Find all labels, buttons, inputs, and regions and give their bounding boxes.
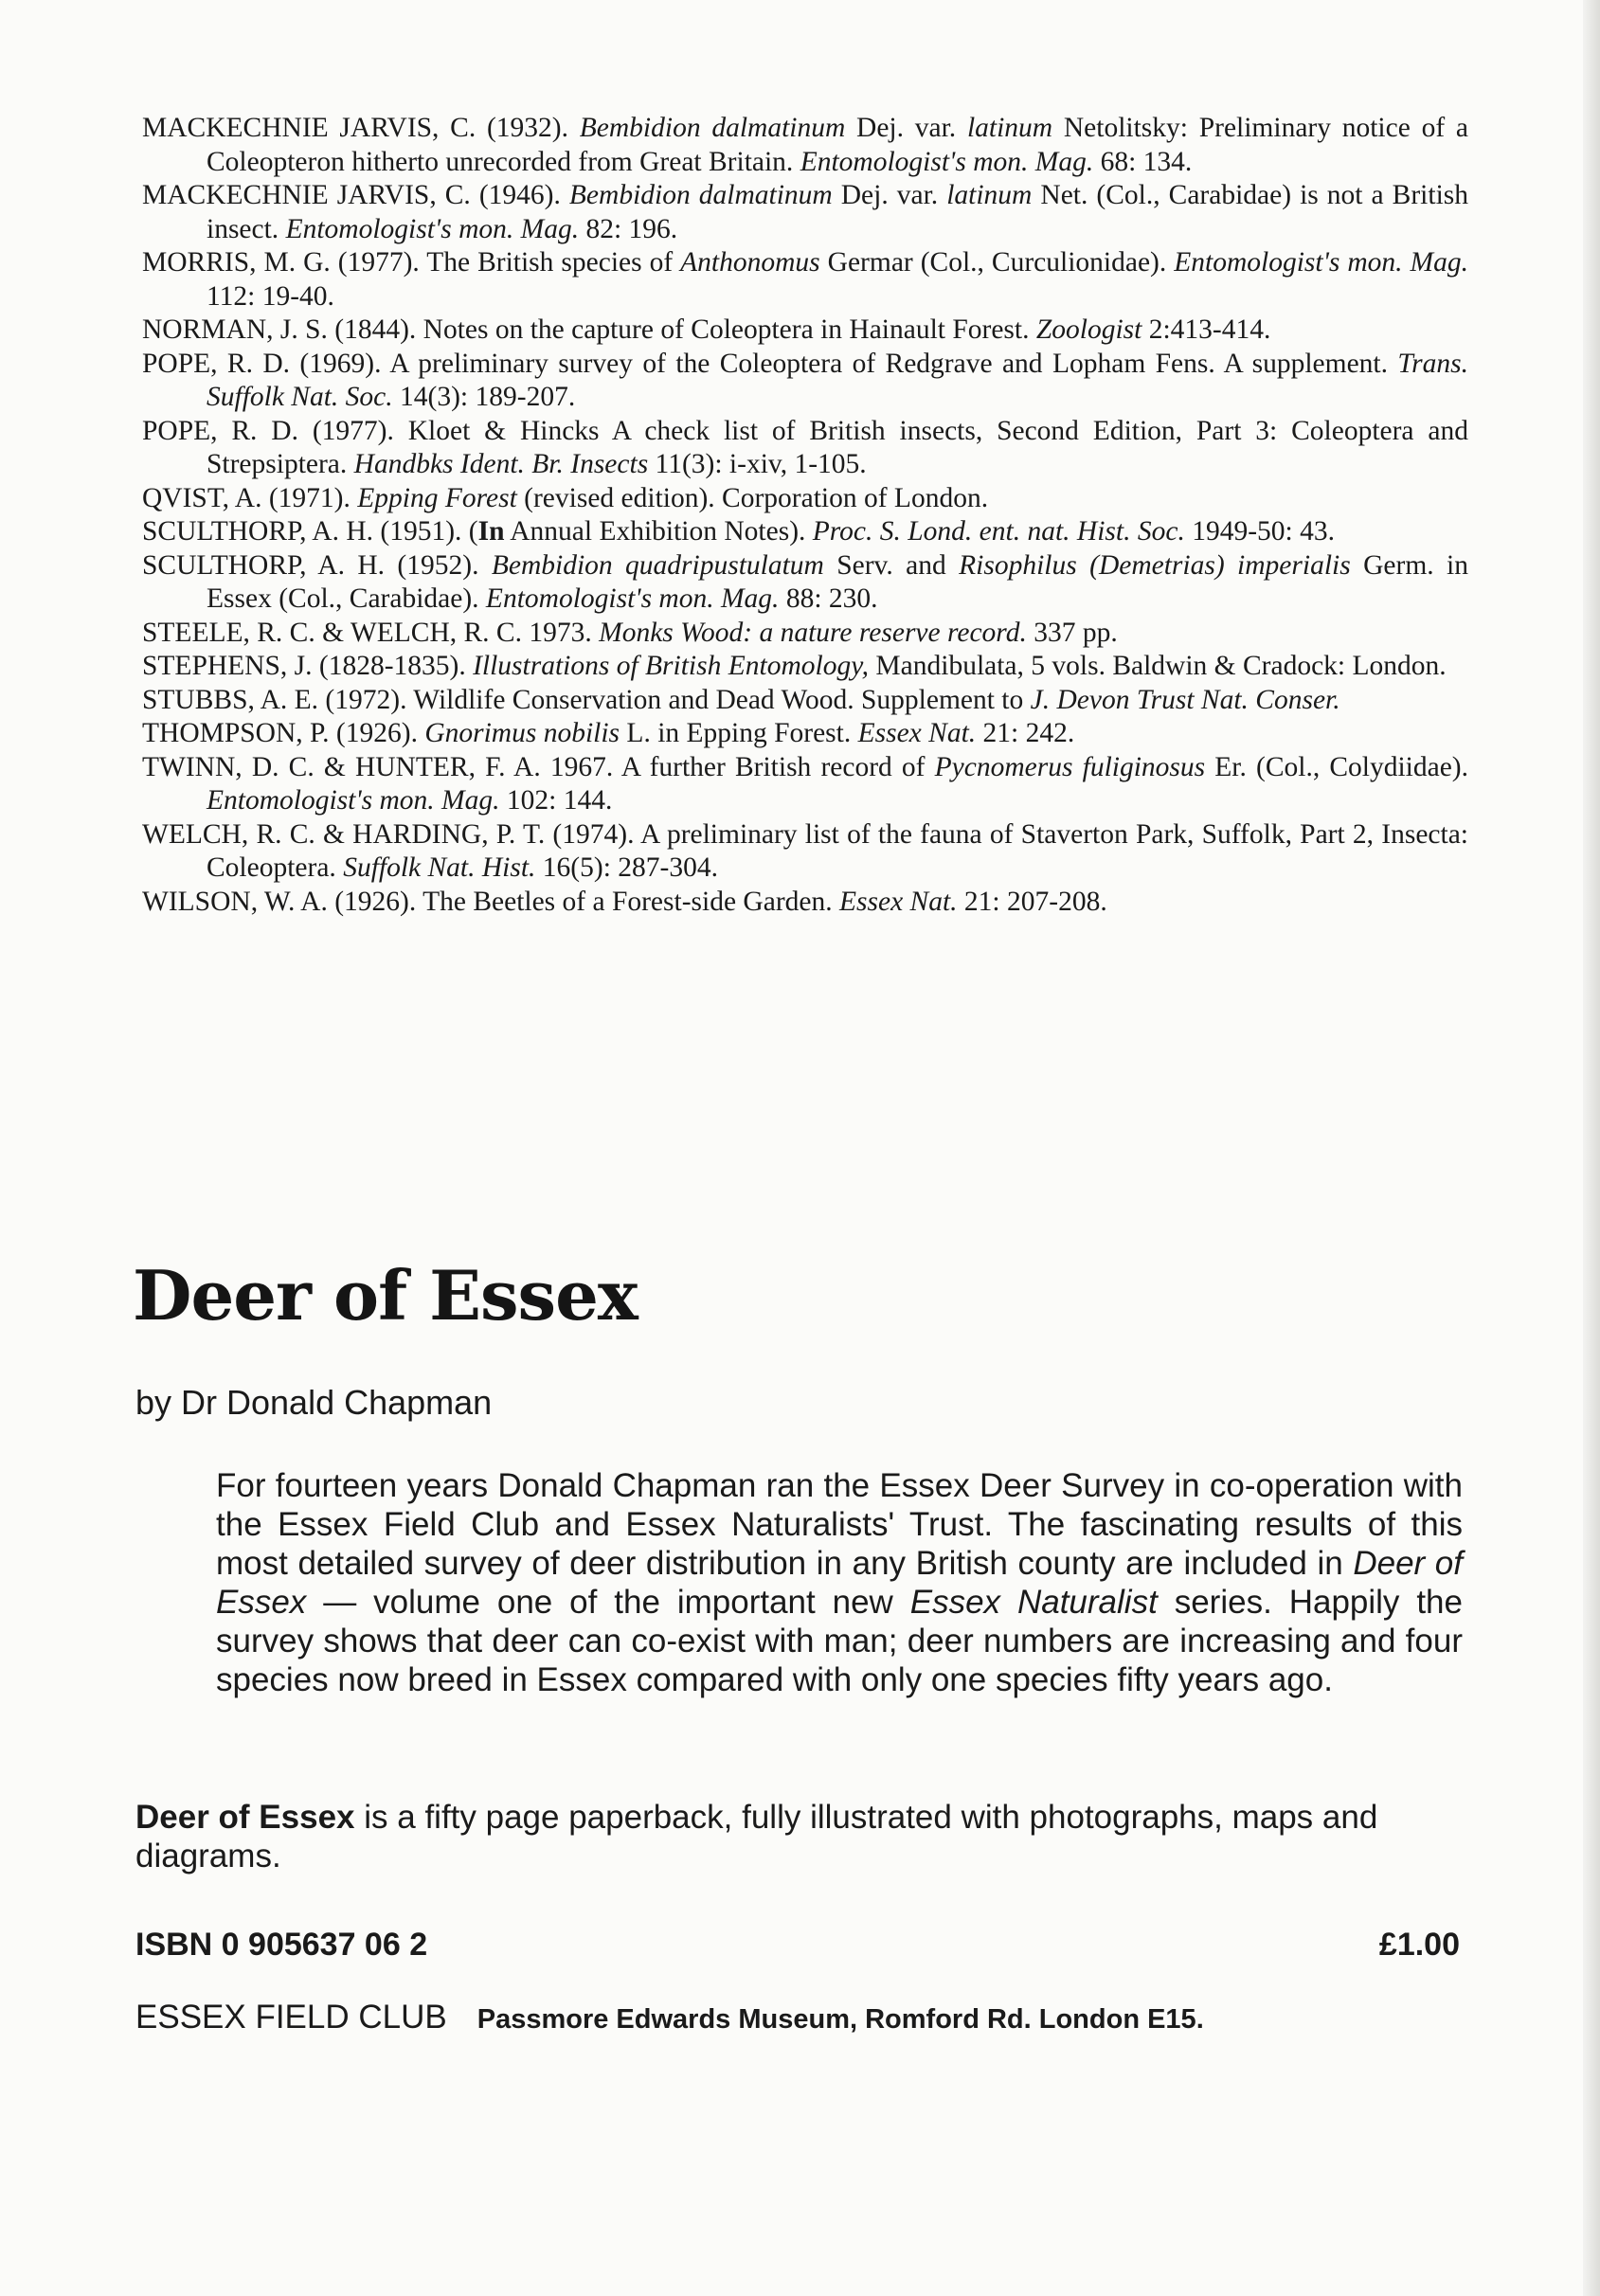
reference-text-run: Proc. S. Lond. ent. nat. Hist. Soc. — [812, 516, 1185, 547]
reference-entry — [142, 886, 1468, 920]
reference-text-run: 2:413-414. — [1142, 314, 1271, 345]
reference-text-run: Anthonomus — [680, 247, 820, 278]
reference-text-run: 14(3): 189-207. — [392, 382, 576, 412]
advert-title: Deer of Essex — [133, 1255, 638, 1336]
reference-text-run: THOMPSON, P. (1926). — [142, 718, 425, 748]
reference-text-run: Bembidion dalmatinum — [579, 113, 846, 143]
reference-text-run: Entomologist's mon. Mag. — [1174, 247, 1468, 278]
advert-body-text-run: Essex Naturalist — [909, 1584, 1158, 1621]
advert-byline: by Dr Donald Chapman — [135, 1383, 493, 1422]
reference-text-run: SCULTHORP, A. H. (1952). — [142, 549, 492, 581]
reference-text-run: STEELE, R. C. & WELCH, R. C. 1973. — [142, 617, 600, 648]
reference-entry — [142, 617, 1468, 651]
reference-entry — [142, 818, 1468, 886]
reference-text-run: 88: 230. — [779, 583, 878, 614]
reference-text-run: latinum — [966, 113, 1053, 143]
advert-body — [216, 1466, 1463, 1699]
reference-entry — [142, 650, 1468, 684]
reference-text-run: Er. (Col., Colydiidae). — [1205, 751, 1469, 782]
reference-entry — [142, 549, 1468, 617]
reference-text-run: Essex Nat. — [839, 886, 958, 917]
reference-text-run: 68: 134. — [1093, 146, 1193, 177]
advert-body-text-run: series. Happily the survey shows that deer can co-exist with man; deer numbers are increasing and four species now breed in Essex compared with only one species fifty years ago. — [216, 1584, 1463, 1698]
reference-text-run: (revised edition). Corporation of London. — [516, 482, 989, 513]
reference-text-run: WELCH, R. C. & HARDING, P. T. (1974). A preliminary list of the fauna of Staverton Park, Suffolk, Part 2, Insecta: Coleoptera. — [142, 818, 1468, 883]
reference-list — [142, 112, 1468, 919]
advert-description — [135, 1798, 1464, 1875]
page-edge-shadow — [1583, 0, 1600, 2296]
advert-description-title: Deer of Essex — [135, 1799, 355, 1836]
reference-text-run: STUBBS, A. E. (1972). Wildlife Conservation and Dead Wood. Supplement to — [142, 684, 1031, 715]
reference-text-run: latinum — [946, 180, 1033, 210]
reference-text-run: L. in Epping Forest. — [620, 718, 858, 748]
advert-isbn: ISBN 0 905637 06 2 — [135, 1927, 428, 1963]
reference-text-run: Mandibulata, 5 vols. Baldwin & Cradock: London. — [869, 651, 1447, 681]
reference-text-run: Entomologist's mon. Mag. — [207, 785, 500, 816]
reference-text-run: Dej. var. — [845, 113, 967, 143]
reference-entry — [142, 751, 1468, 818]
reference-text-run: Net. (Col., Carabidae) is not a British insect. — [207, 180, 1468, 244]
advert-price: £1.00 — [1378, 1927, 1460, 1963]
reference-text-run: NORMAN, J. S. (1844). Notes on the capture of Coleoptera in Hainault Forest. — [142, 314, 1036, 345]
reference-text-run: TWINN, D. C. & HUNTER, F. A. 1967. A further British record of — [142, 751, 935, 782]
reference-text-run: Essex Nat. — [857, 718, 977, 748]
reference-text-run: MACKECHNIE JARVIS, C. (1932). — [142, 113, 580, 143]
reference-entry — [142, 415, 1468, 482]
advert-description-text: is a fifty page paperback, fully illustrated with photographs, maps and diagrams. — [135, 1799, 1378, 1874]
reference-entry — [142, 348, 1468, 415]
advert-body-text-run: — volume one of the important new — [306, 1584, 910, 1621]
advert-body-text-run: Deer of Essex — [216, 1545, 1463, 1621]
reference-text-run: Zoologist — [1035, 314, 1142, 345]
reference-text-run: Entomologist's mon. Mag. — [800, 146, 1094, 177]
reference-text-run: Bembidion dalmatinum — [568, 180, 833, 210]
reference-text-run: Illustrations of British Entomology, — [473, 651, 870, 681]
reference-text-run: J. Devon Trust Nat. Conser. — [1030, 684, 1340, 715]
reference-entry — [142, 482, 1468, 516]
reference-text-run: Trans. Suffolk Nat. Soc. — [207, 348, 1468, 412]
reference-entry — [142, 515, 1468, 549]
reference-text-run: Serv. and — [823, 549, 960, 581]
reference-entry — [142, 684, 1468, 718]
reference-text-run: 1949-50: 43. — [1184, 516, 1335, 547]
reference-text-run: STEPHENS, J. (1828-1835). — [142, 651, 474, 681]
reference-text-run: MACKECHNIE JARVIS, C. (1946). — [142, 180, 569, 210]
reference-text-run: POPE, R. D. (1969). A preliminary survey of the Coleoptera of Redgrave and Lopham Fens. A supplement. — [142, 348, 1398, 379]
reference-entry — [142, 112, 1468, 179]
reference-text-run: 21: 242. — [976, 718, 1075, 748]
reference-text-run: 11(3): i-xiv, 1-105. — [648, 449, 867, 479]
reference-entry — [142, 179, 1468, 246]
reference-text-run: Risophilus (Demetrias) imperialis — [959, 549, 1351, 581]
reference-text-run: SCULTHORP, A. H. (1951). ( — [142, 516, 478, 547]
reference-text-run: 337 pp. — [1026, 617, 1118, 648]
reference-text-run: QVIST, A. (1971). — [142, 482, 358, 513]
reference-text-run: POPE, R. D. (1977). Kloet & Hincks A check list of British insects, Second Edition, Part 3: Coleoptera and Strepsiptera. — [142, 415, 1468, 479]
reference-text-run: WILSON, W. A. (1926). The Beetles of a Forest-side Garden. — [142, 886, 839, 917]
reference-text-run: Germ. in Essex (Col., Carabidae). — [207, 549, 1468, 614]
reference-text-run: Annual Exhibition Notes). — [504, 516, 813, 547]
reference-text-run: Germar (Col., Curculionidae). — [819, 247, 1175, 278]
reference-text-run: In — [477, 516, 505, 547]
reference-text-run: Epping Forest — [357, 482, 517, 513]
reference-entry — [142, 246, 1468, 314]
reference-text-run: MORRIS, M. G. (1977). The British species of — [142, 247, 681, 278]
advert-address: Passmore Edwards Museum, Romford Rd. London E15. — [476, 2004, 1204, 2035]
reference-text-run: Entomologist's mon. Mag. — [285, 213, 580, 244]
reference-text-run: Entomologist's mon. Mag. — [485, 583, 780, 614]
reference-text-run: Netolitsky: Preliminary notice of a Coleopteron hitherto unrecorded from Great Britain. — [207, 113, 1468, 177]
advert-body-text-run: For fourteen years Donald Chapman ran the Essex Deer Survey in co-operation with the Essex Field Club and Essex Naturalists' Trust. The fascinating results of this most detailed survey of deer distribution in any British county are included in — [216, 1467, 1463, 1582]
reference-text-run: Dej. var. — [832, 180, 947, 210]
reference-entry — [142, 314, 1468, 348]
reference-text-run: 112: 19-40. — [207, 280, 334, 312]
reference-text-run: Gnorimus nobilis — [424, 718, 620, 748]
reference-text-run: Monks Wood: a nature reserve record. — [599, 617, 1027, 648]
reference-entry — [142, 717, 1468, 751]
reference-text-run: 21: 207-208. — [957, 886, 1107, 917]
reference-text-run: 16(5): 287-304. — [535, 852, 718, 883]
reference-text-run: Suffolk Nat. Hist. — [343, 852, 536, 883]
reference-text-run: Pycnomerus fuliginosus — [934, 751, 1206, 782]
reference-text-run: Bembidion quadripustulatum — [491, 549, 824, 581]
advert-publisher: ESSEX FIELD CLUB — [135, 1999, 447, 2036]
reference-text-run: 82: 196. — [579, 213, 678, 244]
advert-publisher-line — [135, 1999, 1204, 2036]
reference-text-run: Handbks Ident. Br. Insects — [353, 449, 649, 479]
reference-text-run: 102: 144. — [499, 785, 613, 816]
